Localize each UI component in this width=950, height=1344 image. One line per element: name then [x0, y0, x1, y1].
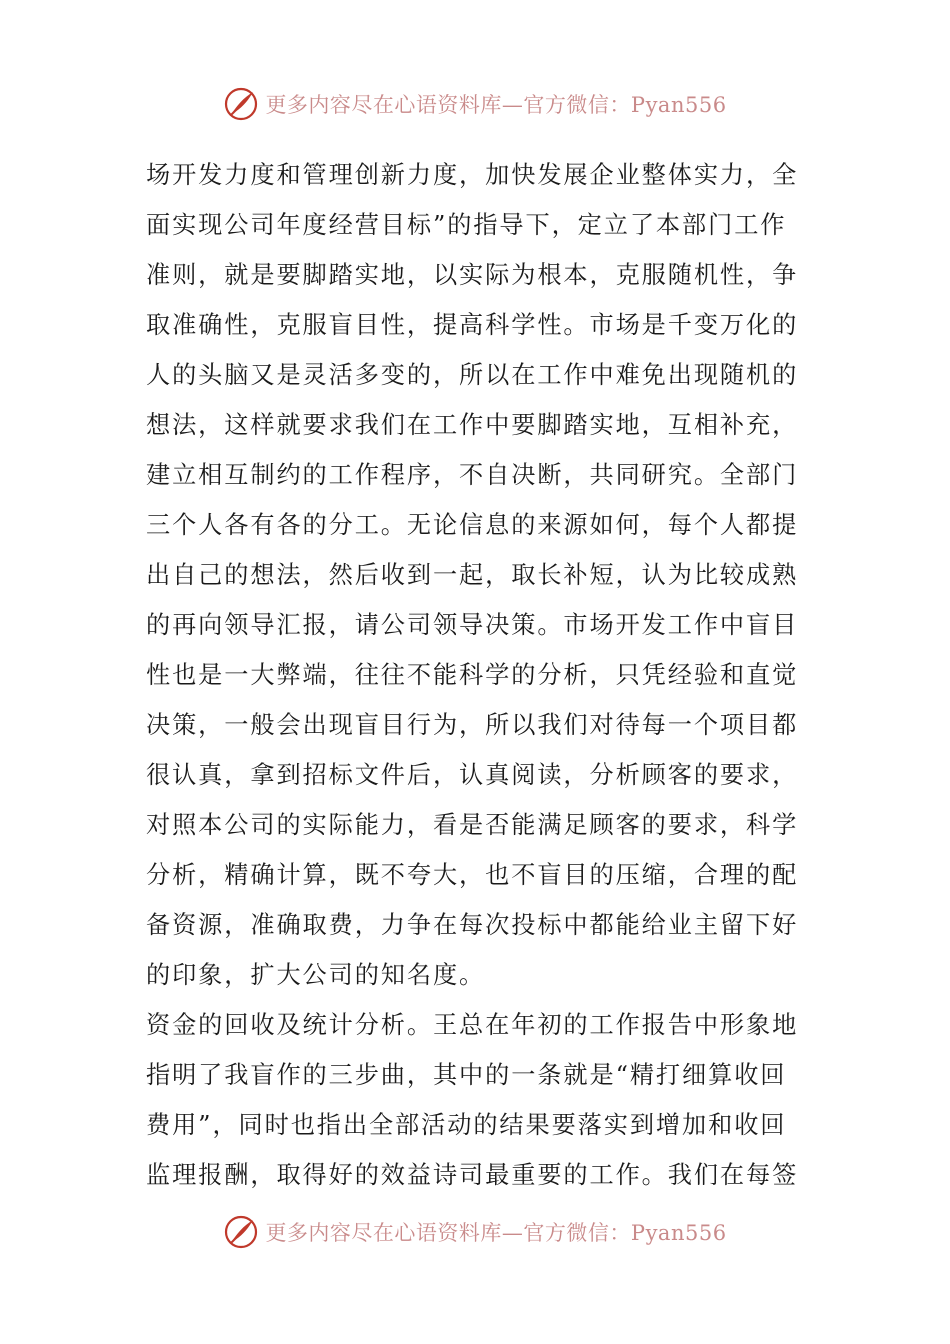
text-line: 面实现公司年度经营目标”的指导下，定立了本部门工作	[146, 211, 787, 239]
text-line: 性也是一大弊端，往往不能科学的分析，只凭经验和直觉	[146, 661, 799, 689]
header-banner-text: 更多内容尽在心语资料库—官方微信：Pyan556	[265, 93, 727, 117]
text-line: 想法，这样就要求我们在工作中要脚踏实地，互相补充，	[146, 411, 799, 439]
header-banner	[0, 84, 950, 124]
text-line: 很认真，拿到招标文件后，认真阅读，分析顾客的要求，	[146, 761, 799, 789]
text-line: 的再向领导汇报，请公司领导决策。市场开发工作中盲目	[146, 611, 799, 639]
footer-banner-text: 更多内容尽在心语资料库—官方微信：Pyan556	[265, 1221, 727, 1245]
text-line: 场开发力度和管理创新力度，加快发展企业整体实力，全	[146, 161, 799, 189]
text-line: 建立相互制约的工作程序，不自决断，共同研究。全部门	[146, 461, 799, 489]
text-line: 资金的回收及统计分析。王总在年初的工作报告中形象地	[146, 1011, 799, 1039]
quill-logo-icon	[223, 1214, 259, 1250]
text-line: 出自己的想法，然后收到一起，取长补短，认为比较成熟	[146, 561, 799, 589]
text-line: 准则，就是要脚踏实地，以实际为根本，克服随机性，争	[146, 261, 799, 289]
footer-banner	[0, 1212, 950, 1252]
text-line: 备资源，准确取费，力争在每次投标中都能给业主留下好	[146, 911, 799, 939]
text-line: 三个人各有各的分工。无论信息的来源如何，每个人都提	[146, 511, 799, 539]
text-line: 决策，一般会出现盲目行为，所以我们对待每一个项目都	[146, 711, 799, 739]
quill-logo-icon	[223, 86, 259, 122]
text-line: 对照本公司的实际能力，看是否能满足顾客的要求，科学	[146, 811, 799, 839]
document-body	[146, 150, 806, 1200]
text-line: 的印象，扩大公司的知名度。	[146, 961, 486, 989]
text-line: 指明了我盲作的三步曲，其中的一条就是“精打细算收回	[146, 1061, 787, 1089]
text-line: 取准确性，克服盲目性，提高科学性。市场是千变万化的	[146, 311, 799, 339]
text-line: 人的头脑又是灵活多变的，所以在工作中难免出现随机的	[146, 361, 799, 389]
text-line: 分析，精确计算，既不夸大，也不盲目的压缩，合理的配	[146, 861, 799, 889]
text-line: 费用”，同时也指出全部活动的结果要落实到增加和收回	[146, 1111, 787, 1139]
text-line: 监理报酬，取得好的效益诗司最重要的工作。我们在每签	[146, 1161, 799, 1189]
